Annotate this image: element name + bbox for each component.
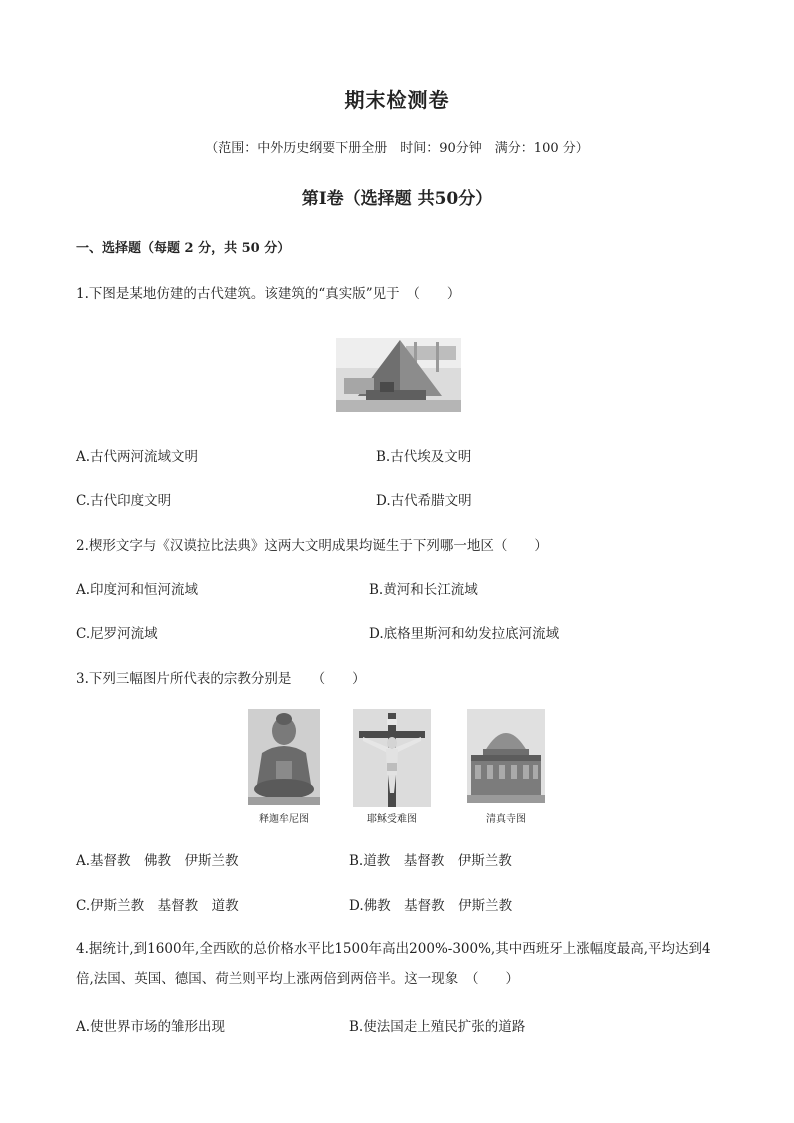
question-2-stem: 2.楔形文字与《汉谟拉比法典》这两大文明成果均诞生于下列哪一地区（ ） — [76, 538, 548, 554]
page-title: 期末检测卷 — [344, 88, 450, 112]
mosque-image — [467, 709, 545, 803]
q1-option-c: C.古代印度文明 — [76, 493, 172, 509]
crucifixion-caption: 耶稣受难图 — [367, 814, 417, 825]
buddha-caption: 释迦牟尼图 — [259, 814, 309, 825]
pyramid-replica-image — [336, 338, 461, 412]
q2-option-c: C.尼罗河流域 — [76, 626, 158, 642]
exam-scope: （范围：中外历史纲要下册全册 时间：90分钟 满分：100 分） — [205, 141, 589, 156]
q1-option-d: D.古代希腊文明 — [376, 493, 472, 509]
question-1-stem: 1.下图是某地仿建的古代建筑。该建筑的“真实版”见于 （ ） — [76, 286, 461, 302]
crucifixion-image — [353, 709, 431, 807]
q4-option-b: B.使法国走上殖民扩张的道路 — [349, 1019, 526, 1035]
q3-option-a: A.基督教 佛教 伊斯兰教 — [76, 853, 239, 869]
q1-option-a: A.古代两河流域文明 — [76, 449, 199, 465]
q3-option-d: D.佛教 基督教 伊斯兰教 — [349, 898, 513, 914]
q2-option-a: A.印度河和恒河流域 — [76, 582, 199, 598]
question-4-stem: 4.据统计,到1600年,全西欧的总价格水平比1500年高出200%-300%,其中西班牙上涨幅度最高,平均达到4倍,法国、英国、德国、荷兰则平均上涨两倍到两倍半。这一现象 （ ） — [76, 941, 711, 987]
question-3-stem: 3.下列三幅图片所代表的宗教分别是 （ ） — [76, 671, 366, 687]
q3-option-c: C.伊斯兰教 基督教 道教 — [76, 898, 239, 914]
buddha-image — [248, 709, 320, 805]
q1-option-b: B.古代埃及文明 — [376, 449, 472, 465]
q3-option-b: B.道教 基督教 伊斯兰教 — [349, 853, 512, 869]
volume-heading: 第Ⅰ卷（选择题 共50分） — [301, 189, 493, 209]
q2-option-b: B.黄河和长江流域 — [369, 582, 478, 598]
section-heading: 一、选择题（每题 2 分，共 50 分） — [76, 241, 291, 256]
mosque-caption: 清真寺图 — [486, 814, 526, 825]
q4-option-a: A.使世界市场的雏形出现 — [76, 1019, 226, 1035]
q2-option-d: D.底格里斯河和幼发拉底河流域 — [369, 626, 560, 642]
